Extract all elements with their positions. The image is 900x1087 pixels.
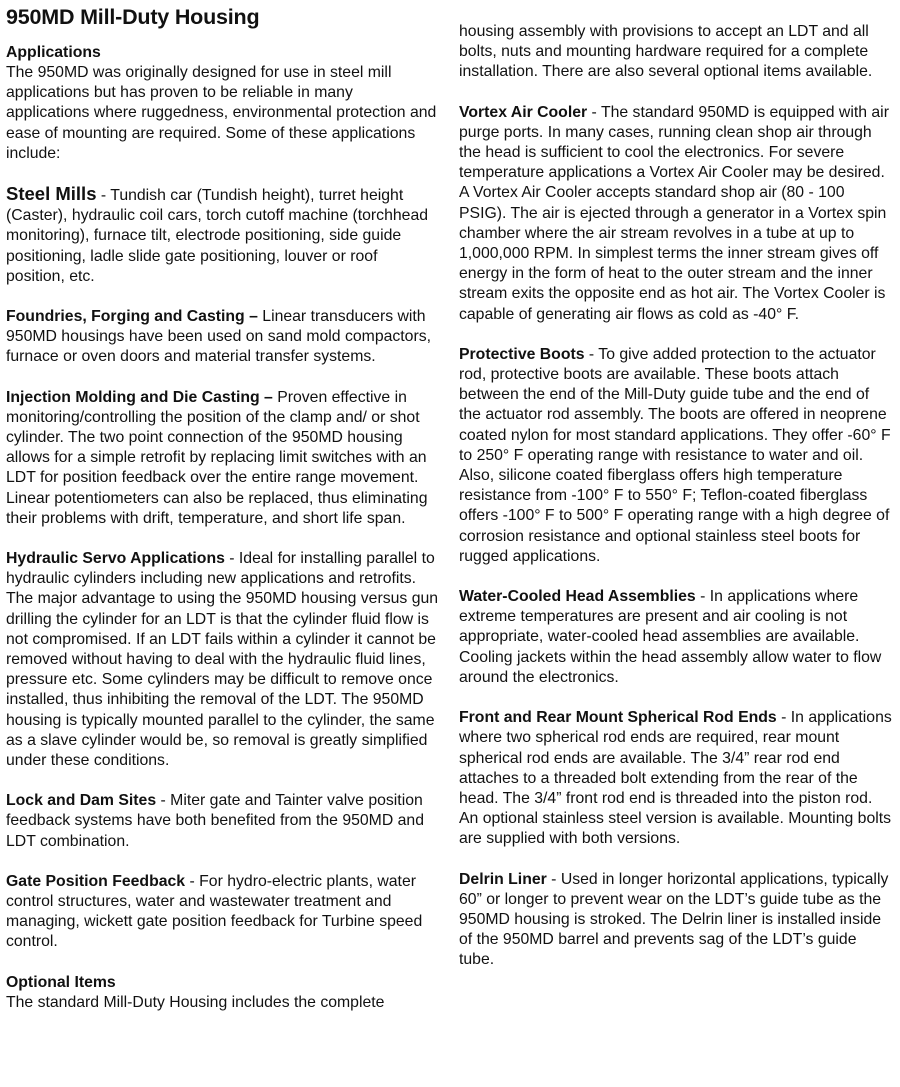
optional-items-body-start: The standard Mill-Duty Housing includes the complete [6,993,385,1011]
left-column [6,0,440,1013]
section-body: Ideal for installing parallel to hydraulic cylinders including new applications and retrofits. The major advantage to using the 950MD housing versus gun drilling the cylinder for an LDT is that the cylinder fluid flow is not compromised. If an LDT fails within a cylinder it cannot be removed without having to deal with the hydraulic fluid lines, pressure etc. Some cylinders may be difficult to remove once installed, thus inhibiting the removal of the LDT. The 950MD housing is typically mounted parallel to the cylinder, the same as a slave cylinder would be, so removal is greatly simplified under these conditions. [6,549,439,770]
option-sep: - [546,870,561,888]
section-lock-and-dam [6,791,440,852]
section-sep: - [156,792,171,810]
applications-heading: Applications [6,43,101,61]
section-gate-position [6,872,440,953]
section-body: Proven effective in monitoring/controlling the position of the clamp and/ or shot cylinder. The two point connection of the 950MD housing allows for a simple retrofit by replacing limit switches with an LDT for position feedback over the entire range movement. Linear potentiometers can also be replaced, thus eliminating their problems with drift, temperature, and short life span. [6,388,428,527]
section-heading: Hydraulic Servo Applications [6,549,225,567]
section-sep: - [224,549,239,567]
option-protective-boots [459,345,895,567]
applications-section [6,43,440,164]
optional-items-heading: Optional Items [6,973,116,991]
section-steel-mills [6,184,440,287]
option-body: To give added protection to the actuator rod, protective boots are available. These boots attach between the end of the Mill-Duty guide tube and the end of the actuator rod assembly. The boots are offered in neoprene coated nylon for most standard applications. They offer -60° F to 250° F operating range with resistance to water and oil. Also, silicone coated fiberglass offers high temperature resistance from -100° F to 550° F; Teflon-coated fiberglass offers -100° F to 500° F operating range with a high degree of corrosion resistance and optional stainless steel boots for rugged applications. [459,345,891,565]
option-heading: Delrin Liner [459,870,547,888]
section-heading: Lock and Dam Sites [6,792,157,810]
section-heading: Steel Mills [6,182,97,204]
section-foundries [6,307,440,368]
section-injection-molding [6,388,440,529]
section-heading: Foundries, Forging and Casting – [6,307,258,325]
section-heading: Injection Molding and Die Casting – [6,388,273,406]
option-body: In applications where two spherical rod ends are required, rear mount spherical rod ends are available. The 3/4” rear rod end attaches to a threaded bolt extending from the rear of the head. The 3/4” front rod end is threaded into the piston rod. An optional stainless steel version is available. Mounting bolts are supplied with both versions. [459,709,892,848]
section-body: Tundish car (Tundish height), turret height (Caster), hydraulic coil cars, torch cutoff machine (torchhead monitoring), furnace tilt, electrode positioning, side guide positioning, ladle slide gate positioning, louver or roof position, etc. [6,186,429,285]
option-sep: - [695,588,710,606]
optional-items-continued: housing assembly with provisions to accept an LDT and all bolts, nuts and mounting hardware required for a complete installation. There are also several optional items available. [459,23,873,81]
option-sep: - [776,709,791,727]
option-water-cooled-head [459,587,895,688]
option-body: In applications where extreme temperatures are present and air cooling is not appropriate, water-cooled head assemblies are available. Cooling jackets within the head assembly allow water to flow around the electronics. [459,588,882,686]
section-sep: - [96,186,111,204]
section-body: Linear transducers with 950MD housings have been used on sand mold compactors, furnace or oven doors and material transfer systems. [6,307,432,366]
option-body: The standard 950MD is equipped with air purge ports. In many cases, running clean shop air through the head is sufficient to cool the electronics. For severe temperature applications a Vortex Air Cooler may be desired. A Vortex Air Cooler accepts standard shop air (80 - 100 PSIG). The air is ejected through a generator in a Vortex spin chamber where the air stream revolves in a tube at up to 1,000,000 RPM. In simplest terms the inner stream gives off energy in the form of heat to the outer stream and the inner stream exits the opposite end as hot air. The Vortex Cooler is capable of generating air flows as cold as -40° F. [459,103,889,323]
right-column [459,22,895,971]
option-vortex-air-cooler [459,103,895,325]
section-body: Miter gate and Tainter valve position feedback systems have both benefited from the 950MD and LDT combination. [6,792,424,850]
page-title: 950MD Mill-Duty Housing [6,5,260,29]
section-hydraulic-servo [6,549,440,771]
optional-items-section [6,973,440,1013]
section-body: For hydro-electric plants, water control structures, water and wastewater treatment and managing, wickett gate position feedback for Turbine speed control. [6,872,423,951]
option-heading: Front and Rear Mount Spherical Rod Ends [459,709,777,727]
option-heading: Vortex Air Cooler [459,103,588,121]
section-heading: Gate Position Feedback [6,872,186,890]
option-sep: - [587,103,601,121]
option-spherical-rod-ends [459,708,895,849]
option-delrin-liner [459,870,895,971]
applications-intro: The 950MD was originally designed for use in steel mill applications but has proven to be reliable in many applications where ruggedness, environmental protection and ease of mounting are required. Some of these applications include: [6,63,437,162]
section-sep: - [185,872,200,890]
option-heading: Protective Boots [459,345,585,363]
option-body: Used in longer horizontal applications, typically 60” or longer to prevent wear on the LDT’s guide tube as the 950MD housing is stroked. The Delrin liner is installed inside of the 950MD barrel and prevents sag of the LDT’s guide tube. [459,870,889,969]
option-heading: Water-Cooled Head Assemblies [459,588,696,606]
option-sep: - [584,345,599,363]
